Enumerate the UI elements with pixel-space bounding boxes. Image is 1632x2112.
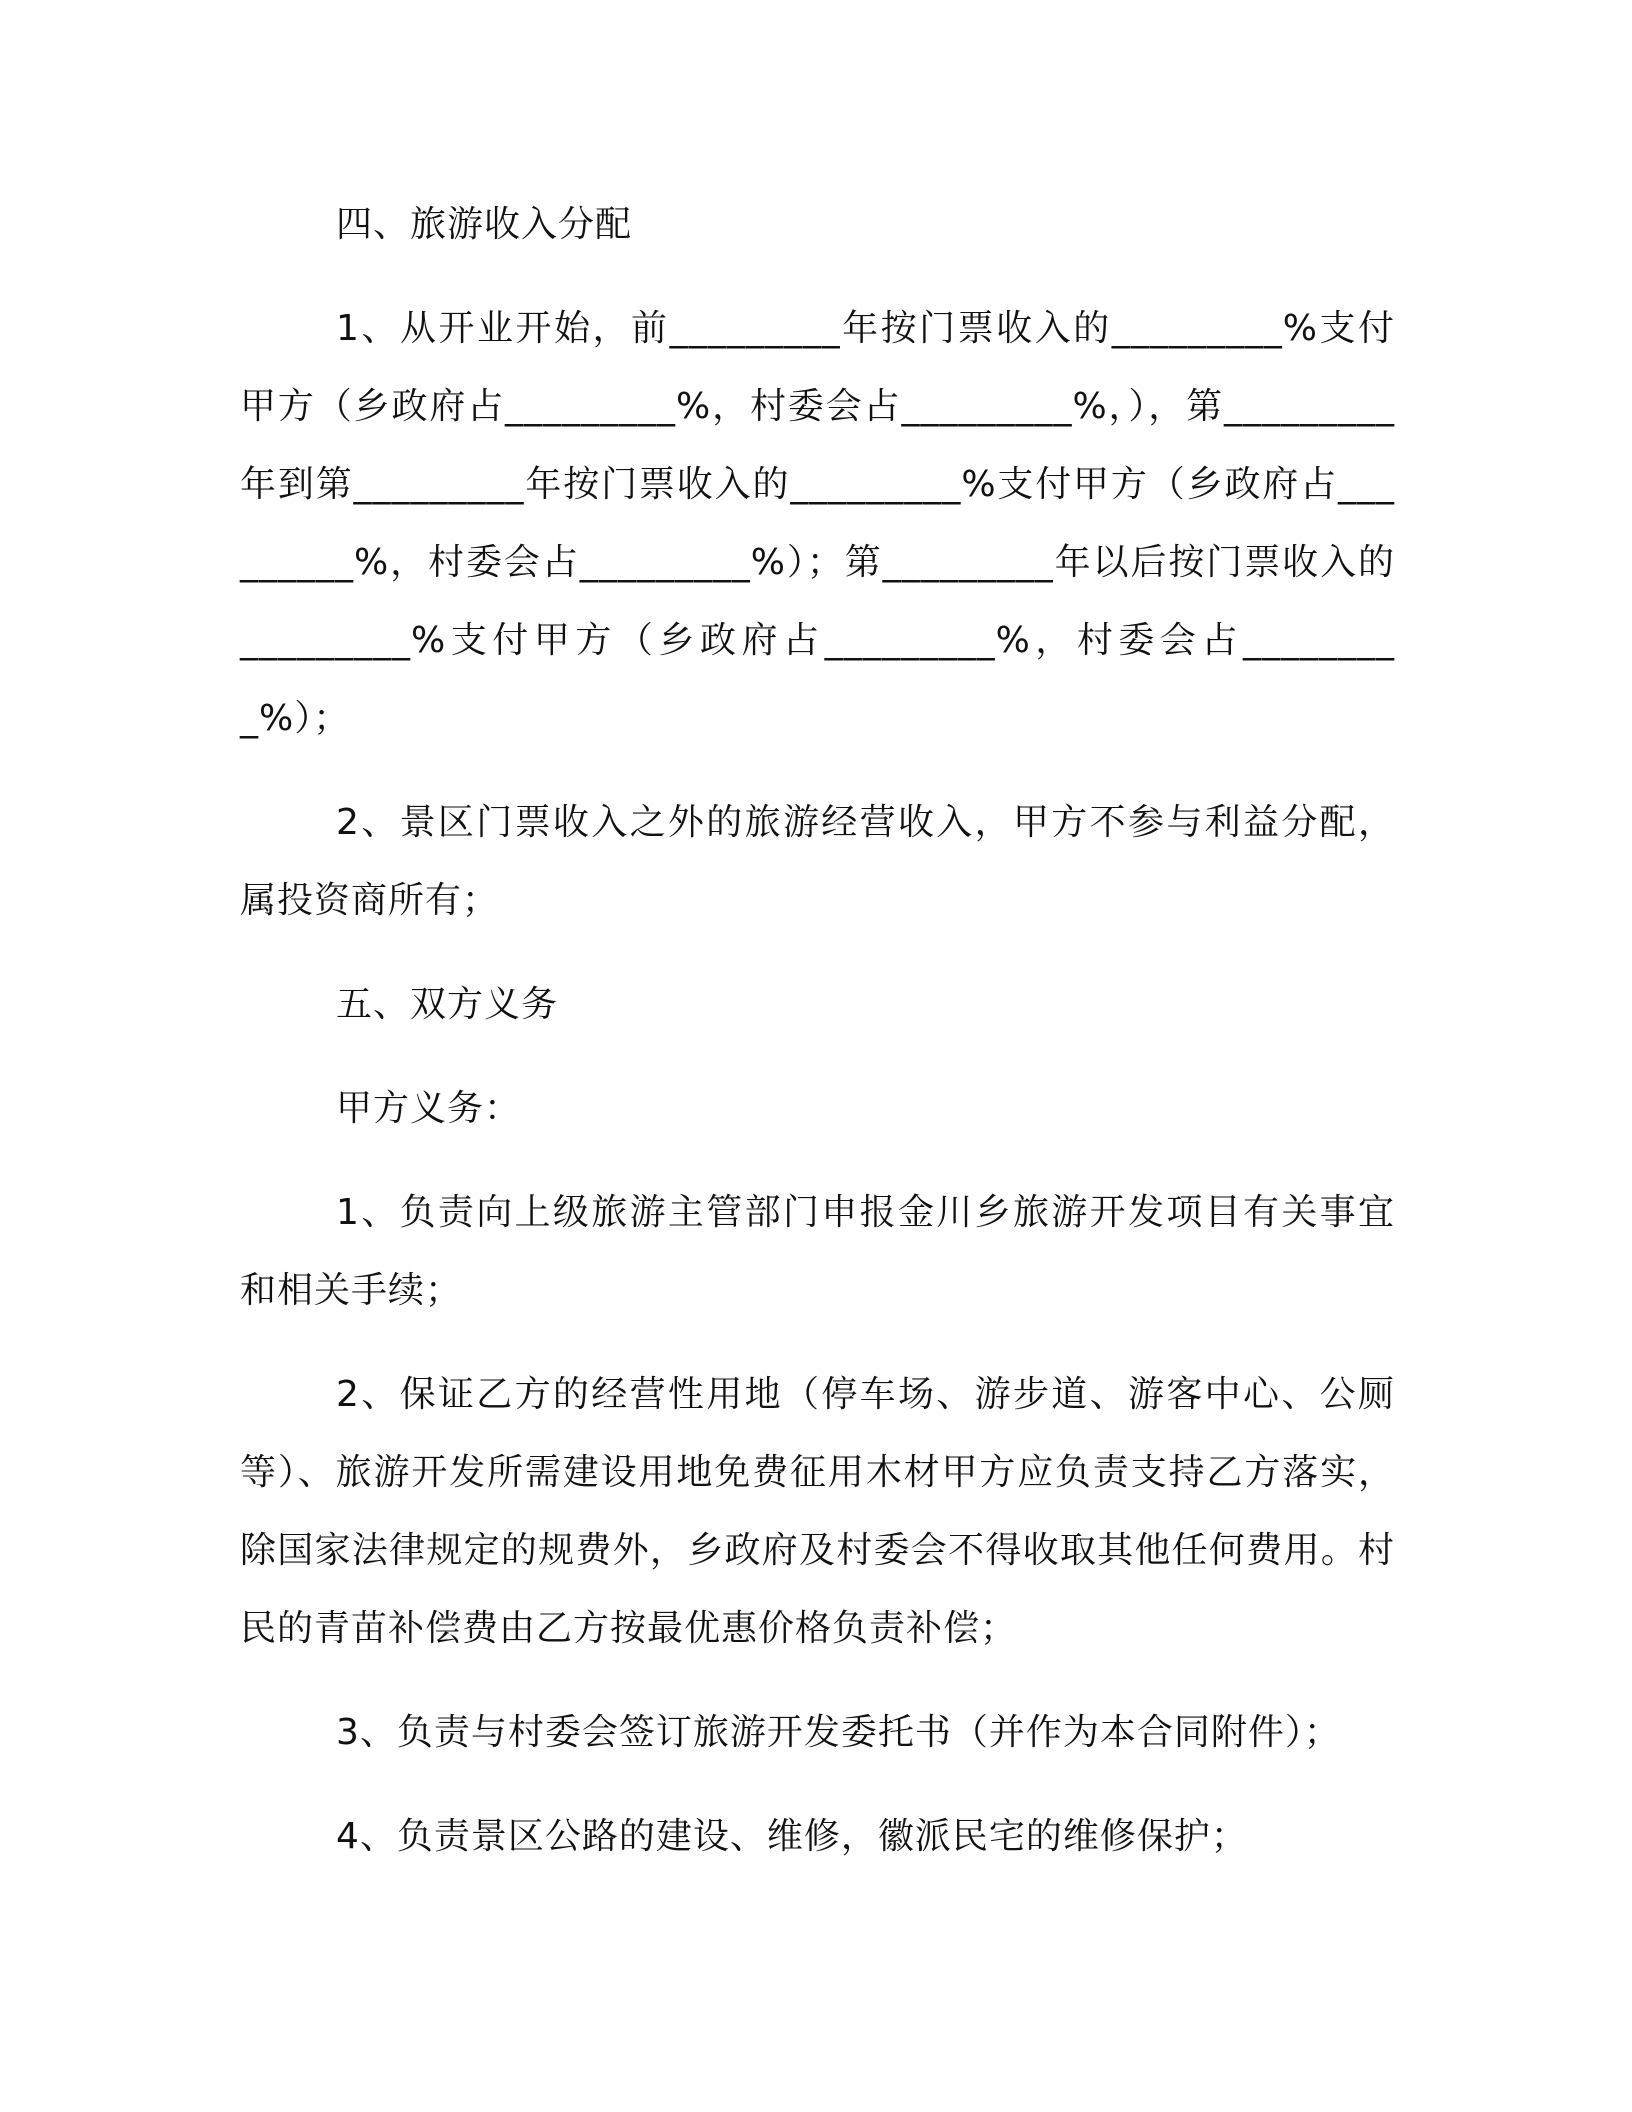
obligation-a-1: 1、负责向上级旅游主管部门申报金川乡旅游开发项目有关事宜和相关手续； — [240, 1192, 1395, 1311]
party-a-obligations-heading: 甲方义务： — [336, 1088, 522, 1129]
document-body — [240, 186, 1395, 1876]
clause-ticket-revenue-share: 1、从开业开始，前_________年按门票收入的_________%支付甲方（乡政府占_________%，村委会占_________%，），第_________年到第_________年按门票收入的_________%支付甲方（乡政府占_________%，村委会占_________%）；第_________年以后按门票收入的_________%支付甲方（乡政府占_________%，村委会占_________%）； — [240, 308, 1395, 739]
obligation-a-4: 4、负责景区公路的建设、维修，徽派民宅的维修保护； — [336, 1816, 1248, 1857]
obligation-a-2: 2、保证乙方的经营性用地（停车场、游步道、游客中心、公厕等）、旅游开发所需建设用地免费征用木材甲方应负责支持乙方落实，除国家法律规定的规费外，乡政府及村委会不得收取其他任何费用。村民的青苗补偿费由乙方按最优惠价格负责补偿； — [240, 1374, 1395, 1649]
section-heading-income-distribution: 四、旅游收入分配 — [336, 204, 633, 245]
obligation-a-3: 3、负责与村委会签订旅游开发委托书（并作为本合同附件）； — [336, 1712, 1341, 1753]
clause-other-revenue: 2、景区门票收入之外的旅游经营收入，甲方不参与利益分配，属投资商所有； — [240, 802, 1395, 921]
section-heading-mutual-obligations: 五、双方义务 — [336, 984, 559, 1025]
